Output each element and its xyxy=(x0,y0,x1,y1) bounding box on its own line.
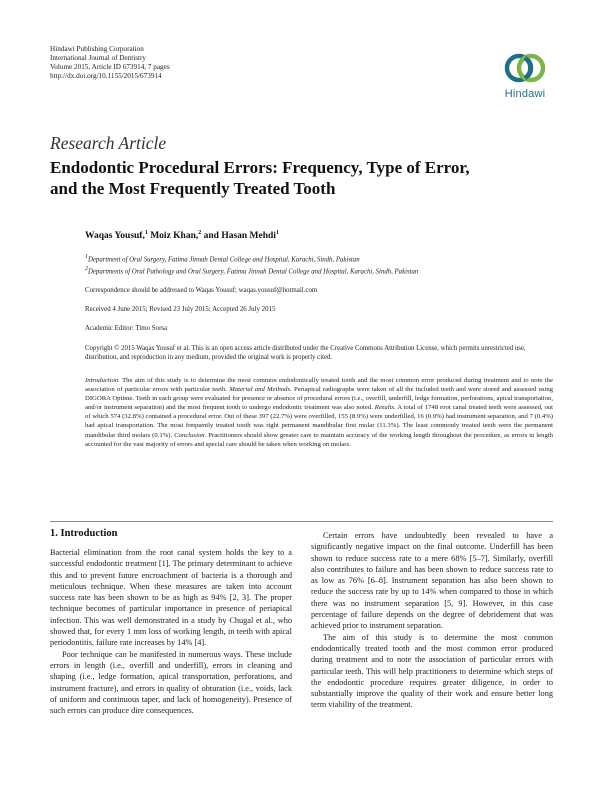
title-line-2: and the Most Frequently Treated Tooth xyxy=(50,179,336,198)
author-affiliation-mark: 1 xyxy=(144,230,148,236)
abstract-results: A total of 1748 root canal treated teeth were assessed, out of which 574 (32.8%) contained a procedural error. Out of these 397 (22.7%) were overfilled, 155 (8.9%) were underfilled, 16 (0.9%) had instrument separation, and 7 (0.4%) had apical transportation. The most frequently treated tooth was right permanent mandibular first molar (11.3%). The least commonly treated teeth were the permanent mandibular third molars (0.1%). xyxy=(85,404,554,439)
abstract-methods-label: Material and Methods. xyxy=(229,386,292,394)
abstract-intro: The aim of this study is to determine the most common endodontically treated tooth and the most common error produced during treatment and to note the association of particular errors with particular teeth. xyxy=(85,377,553,394)
publisher-logo xyxy=(492,48,558,110)
correspondence: Correspondence should be addressed to Waqas Yousuf; waqas.yousuf@hotmail.com xyxy=(85,287,318,294)
volume-info: Volume 2015, Article ID 673914, 7 pages xyxy=(50,63,170,71)
abstract-results-label: Results. xyxy=(374,404,396,412)
received-dates: Received 4 June 2015; Revised 23 July 2015; Accepted 26 July 2015 xyxy=(85,306,276,313)
abstract-methods: Periapical radiographs were taken of all the included teeth and were stored and assessed using DIGORA Optime. Teeth in each group were evaluated for presence or absence of procedural errors (i.e., overfill, underfill, ledge formation, perforations, apical transportation, and/or instrument separation) and the most frequent tooth to undergo endodontic treatment was also noted. xyxy=(85,386,554,412)
abstract-conclusion: Practitioners should show greater care to maintain accuracy of the working length throughout the procedure, as errors in length accounted for the vast majority of errors and special care should be taken when working on molars. xyxy=(85,431,553,448)
right-column xyxy=(311,530,553,711)
section-heading: 1. Introduction xyxy=(50,528,118,539)
paper-title xyxy=(50,157,520,199)
doi-link[interactable]: http://dx.doi.org/10.1155/2015/673914 xyxy=(50,72,162,80)
article-type: Research Article xyxy=(50,133,167,153)
author-name: Waqas Yousuf, xyxy=(85,231,145,242)
title-line-1: Endodontic Procedural Errors: Frequency, Type of Error, xyxy=(50,158,470,177)
author-name: Moiz Khan, xyxy=(150,231,199,242)
journal-info xyxy=(50,45,170,81)
intro-paragraph: Bacterial elimination from the root canal system holds the key to a successful endodontic treatment [1]. The primary determinant to achieve this and to prevent future encroachment of bacteria is a thorough and meticulous technique. When these measures are taken into account success rate has been shown to be as high as 94% [2, 3]. The proper technique becomes of particular importance in presence of periapical infection. This was well demonstrated in a study by Chugal et al., who showed that, for every 1 mm loss of working length, in teeth with apical periodontitis, failure rate increases by 14% [4]. xyxy=(50,548,292,648)
author-affiliation-mark: 2 xyxy=(198,230,202,236)
author-affiliation-mark: 1 xyxy=(275,230,279,236)
academic-editor: Academic Editor: Timo Sorsa xyxy=(85,325,168,332)
affiliation-1: $^1$Department of Oral Surgery, Fatima Jinnah Dental College and Hospital, Karachi, Sindh, Pakistan xyxy=(85,254,360,264)
intro-paragraph: The aim of this study is to determine the most common endodontically treated tooth and the most common error produced during treatment and to note the association of particular errors with particular teeth. This will help practitioners to determine which steps of the endodontic procedure requires greater diligence, in order to substantially improve the quality of their work and ensure better long term viability of the treatment. xyxy=(311,632,553,710)
intro-paragraph: Certain errors have undoubtedly been revealed to have a significantly negative impact on the final outcome. Underfill has been shown to reduce success rate to a mere 68% [5–7]. Similarly, overfill also contributes to failure and has been shown to reduce success rate to as low as 76% [6–8]. Instrument separation has also been shown to reduce the success rate by up to 14% when compared to those in which there was no instrument separation [5, 9]. However, in this case percentage of failure depends on the degree of debridement that was achieved prior to instrument separation. xyxy=(311,531,553,631)
logo-text: Hindawi xyxy=(504,88,546,100)
left-column xyxy=(50,547,292,716)
journal-name: International Journal of Dentistry xyxy=(50,54,147,62)
abstract-conclusion-label: Conclusion. xyxy=(174,431,207,439)
affiliation-2: $^2$Departments of Oral Pathology and Oral Surgery, Fatima Jinnah Dental College and Hospital, Karachi, Sindh, Pakistan xyxy=(85,266,419,276)
abstract-intro-label: Introduction. xyxy=(85,377,120,384)
abstract xyxy=(85,376,553,449)
author-name: and Hasan Mehdi xyxy=(203,231,276,242)
author-list xyxy=(85,230,279,241)
section-divider xyxy=(50,521,553,522)
copyright-notice: Copyright © 2015 Waqas Yousuf et al. This is an open access article distributed under the Creative Commons Attribution License, which permits unrestricted use, distribution, and reproduction in any medium, provided the original work is properly cited. xyxy=(85,345,526,362)
hindawi-logo-icon xyxy=(502,48,548,88)
publisher-name: Hindawi Publishing Corporation xyxy=(50,45,144,53)
intro-paragraph: Poor technique can be manifested in numerous ways. These include errors in length (i.e., overfill and underfill), errors in cleaning and shaping (i.e., ledge formation, apical transportation, perforations, and instrument fracture), and errors in quality of obturation (i.e., voids, lack of uniform and continuous taper, and lack of homogeneity). Presence of such errors can produce dire consequences. xyxy=(50,649,292,716)
